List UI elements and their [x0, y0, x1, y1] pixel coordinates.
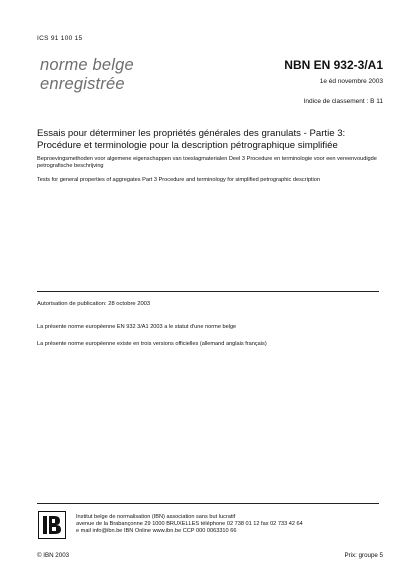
title-dutch: Beproevingsmethoden voor algemene eigenschappen van toeslagmaterialen Deel 3 Procedure en terminologie voor een vereenvoudigde petrografische beschrijving [37, 156, 377, 170]
divider-top [37, 291, 379, 292]
price-group: Prix: groupe 5 [344, 552, 383, 559]
footer-info [76, 514, 386, 536]
statement-versions: La présente norme européenne existe en trois versions officielles (allemand anglais français) [37, 341, 267, 347]
divider-bottom [37, 503, 379, 504]
ics-code: ICS 91 100 15 [37, 35, 83, 42]
classification-index: Indice de classement : B 11 [303, 98, 383, 105]
statement-status: La présente norme européenne EN 932 3/A1 2003 a le statut d'une norme belge [37, 324, 237, 330]
footer-institute: Institut belge de normalisation (IBN) association sans but lucratif [76, 514, 236, 520]
edition-date: 1e éd novembre 2003 [319, 78, 383, 85]
footer-contact: e mail info@ibn.be IBN Online www.ibn.be CCP 000 0063310 66 [76, 528, 237, 535]
publication-authorization: Autorisation de publication: 28 octobre 2003 [37, 301, 151, 307]
brand-mark [40, 56, 134, 94]
ibn-logo-icon [38, 511, 66, 539]
brand-line-1: norme belge [40, 56, 134, 74]
copyright: © IBN 2003 [37, 552, 70, 559]
title-french: Essais pour déterminer les propriétés générales des granulats - Partie 3: Procédure et terminologie pour la description pétrographique simplifiée [37, 128, 346, 151]
footer-address: avenue de la Brabançonne 29 1000 BRUXELLES téléphone 02 738 01 12 fax 02 733 42 64 [76, 521, 303, 528]
ibn-logo-graphic [39, 512, 65, 538]
title-english: Tests for general properties of aggregates Part 3 Procedure and terminology for simplified petrographic description [37, 177, 320, 183]
brand-line-2: enregistrée [40, 75, 125, 93]
standard-number: NBN EN 932-3/A1 [284, 58, 383, 72]
